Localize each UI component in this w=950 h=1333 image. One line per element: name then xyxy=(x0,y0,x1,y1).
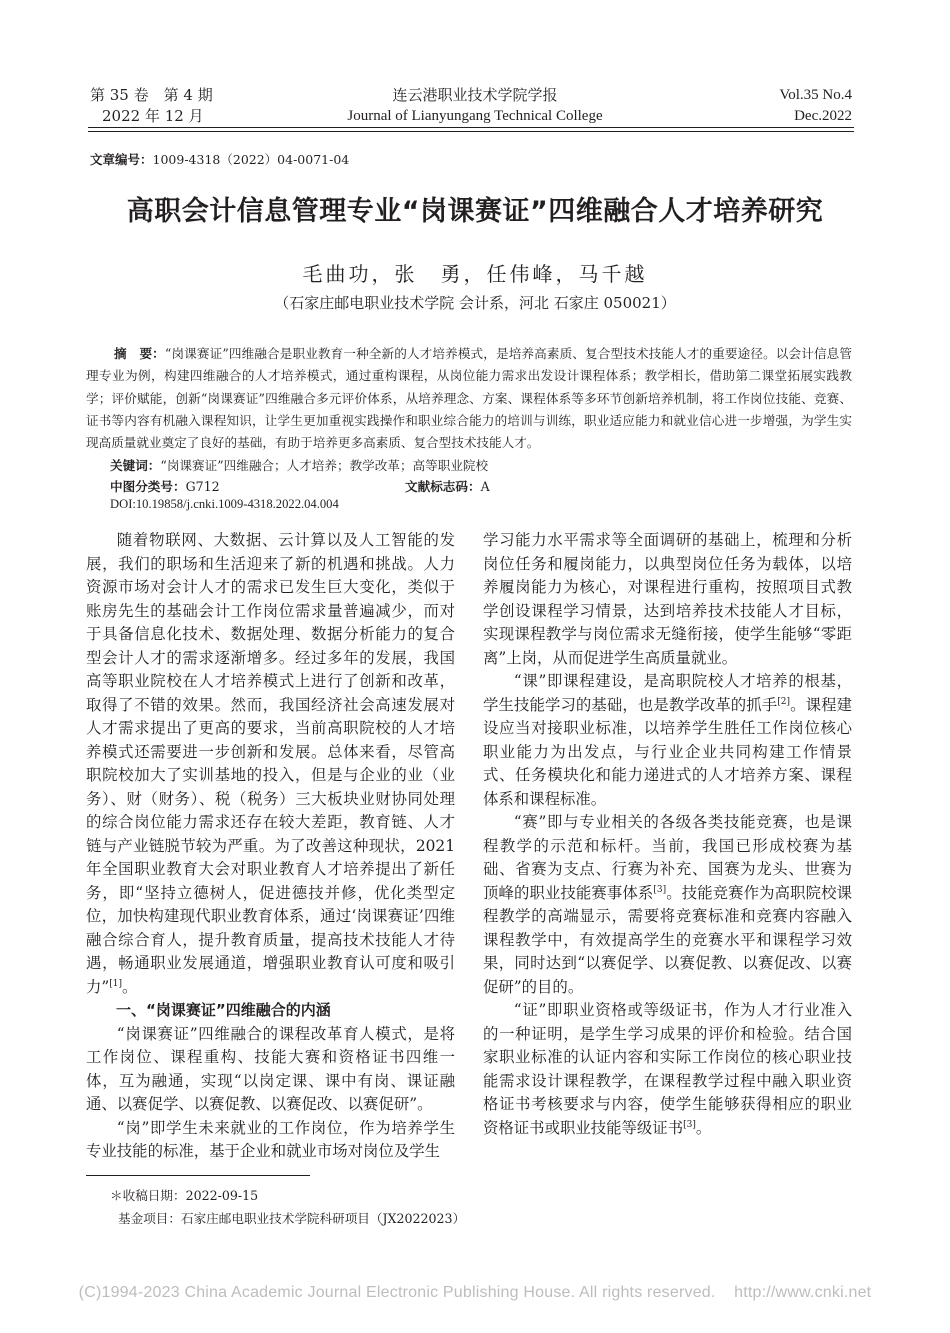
footnote-rule xyxy=(86,1175,310,1176)
citation: [3] xyxy=(653,884,667,895)
journal-name-cn: 连云港职业技术学院学报 xyxy=(392,86,558,104)
keywords xyxy=(110,455,488,474)
paragraph-text: “证”即职业资格或等级证书，作为人才行业准入的一种证明，是学生学习成果的评价和检验。结合国家职业标准的认证内容和实际工作岗位的核心职业技能需求设计课程教学，在课程教学过程中融入职业资格证书考核要求与内容，使学生能够获得相应的职业资格证书或职业技能等级证书 xyxy=(483,1001,852,1137)
paragraph xyxy=(483,670,852,811)
date-en: Dec.2022 xyxy=(794,108,852,124)
paper-title: 高职会计信息管理专业“岗课赛证”四维融合人才培养研究 xyxy=(126,196,824,227)
paragraph: “岗课赛证”四维融合的课程改革育人模式，是将工作岗位、课程重构、技能大赛和资格证书四维一体，互为融通，实现“以岗定课、课中有岗、课证融通、以赛促学、以赛促教、以赛促改、以赛促研”。 xyxy=(86,1024,455,1113)
author-list: 毛曲功，张 勇，任伟峰，马千越 xyxy=(302,262,648,286)
journal-name-en: Journal of Lianyungang Technical College xyxy=(347,108,603,124)
document-code xyxy=(405,476,490,495)
paragraph: “岗”即学生未来就业的工作岗位，作为培养学生专业技能的标准，基于企业和就业市场对岗位及学生 xyxy=(86,1118,455,1160)
clc-label: 中图分类号： xyxy=(110,479,186,494)
header-rule-thin xyxy=(88,131,854,132)
copyright-notice: (C)1994-2023 China Academic Journal Electronic Publishing House. All rights reserved. http://www.cnki.net xyxy=(78,1284,872,1301)
fund-project: 基金项目：石家庄邮电职业技术学院科研项目（JX2022023） xyxy=(118,1211,466,1226)
abstract xyxy=(86,343,852,454)
running-header-right xyxy=(779,85,852,127)
running-header-left xyxy=(90,85,213,127)
paragraph-text: 。 xyxy=(695,1118,712,1137)
running-header-center xyxy=(270,85,680,127)
paragraph-text: “课”即课程建设，是高职院校人才培养的根基，学生技能学习的基础，也是教学改革的抓手 xyxy=(483,672,852,714)
article-number-value: 1009-4318（2022）04-0071-04 xyxy=(152,152,350,167)
paragraph: 学习能力水平需求等全面调研的基础上，梳理和分析岗位任务和履岗能力，以典型岗位任务为载体，以培养履岗能力为核心，对课程进行重构，按照项目式教学创设课程学习情景，达到培养技术技能人才目标，实现课程教学与岗位需求无缝衔接，使学生能够“零距离”上岗，从而促进学生高质量就业。 xyxy=(483,531,852,667)
abstract-text: “岗课赛证”四维融合是职业教育一种全新的人才培养模式，是培养高素质、复合型技术技能人才的重要途径。以会计信息管理专业为例，构建四维融合的人才培养模式，通过重构课程，从岗位能力需求出发设计课程体系；教学相长，借助第二课堂拓展实践教学；评价赋能，创新“岗课赛证”四维融合多元评价体系，从培养理念、方案、课程体系等多环节创新培养机制，将工作岗位技能、竞赛、证书等内容有机融入课程知识，让学生更加重视实践操作和职业综合能力的培训与训练，职业适应能力和就业信心进一步增强，为学生实现高质量就业奠定了良好的基础，有助于培养更多高素质、复合型技术技能人才。 xyxy=(86,346,853,451)
clc-value: G712 xyxy=(185,479,220,494)
paragraph xyxy=(483,999,852,1140)
paragraph xyxy=(483,811,852,999)
citation: [3] xyxy=(683,1119,696,1130)
body-column-left xyxy=(86,529,455,1164)
paragraph-text: 。课程建设应当对接职业标准，以培养学生胜任工作岗位核心职业能力为出发点，与行业企业共同构建工作情景式、任务模块化和能力递进式的人才培养方案、课程体系和课程标准。 xyxy=(483,695,852,808)
document-code-value: A xyxy=(480,479,490,494)
received-date: ＊收稿日期：2022-09-15 xyxy=(110,1188,259,1203)
issue-date: 2022 年 12 月 xyxy=(102,107,204,125)
citation: [2] xyxy=(777,696,791,707)
article-number xyxy=(90,150,349,168)
volume-issue: 第 35 卷 第 4 期 xyxy=(90,86,213,104)
paragraph-text: “赛”即与专业相关的各级各类技能竞赛，也是课程教学的示范和标杆。当前，我国已形成校赛为基础、省赛为支点、行赛为补充、国赛为龙头、世赛为顶峰的职业技能赛事体系 xyxy=(483,813,852,902)
body-column-right xyxy=(483,529,852,1140)
doi: DOI:10.19858/j.cnki.1009-4318.2022.04.004 xyxy=(110,497,339,511)
paragraph xyxy=(86,529,455,999)
paragraph-text: 。技能竞赛作为高职院校课程教学的高端显示，需要将竞赛标准和竞赛内容融入课程教学中，有效提高学生的竞赛水平和课程学习效果，同时达到“以赛促学、以赛促教、以赛促改、以赛促研”的目的。 xyxy=(483,883,852,996)
keywords-label: 关键词： xyxy=(110,458,161,473)
abstract-label: 摘 要： xyxy=(114,346,165,361)
affiliation: （石家庄邮电职业技术学院 会计系，河北 石家庄 050021） xyxy=(274,294,676,312)
volume-en: Vol.35 No.4 xyxy=(779,87,852,103)
keywords-text: “岗课赛证”四维融合；人才培养；教学改革；高等职业院校 xyxy=(160,458,489,473)
article-number-label: 文章编号： xyxy=(90,152,153,167)
paragraph-text: 随着物联网、大数据、云计算以及人工智能的发展，我们的职场和生活迎来了新的机遇和挑战。人力资源市场对会计人才的需求已发生巨大变化，类似于账房先生的基础会计工作岗位需求量普遍减少，而对于具备信息化技术、数据处理、数据分析能力的复合型会计人才的需求逐渐增多。经过多年的发展，我国高等职业院校在人才培养模式上进行了创新和改革，取得了不错的效果。然而，我国经济社会高速发展对人才需求提出了更高的要求，当前高职院校的人才培养模式还需要进一步创新和发展。总体来看，尽管高职院校加大了实训基地的投入，但是与企业的业（业务）、财（财务）、税（税务）三大板块业财协同处理的综合岗位能力需求还存在较大差距，教育链、人才链与产业链脱节较为严重。为了改善这种现状，2021 年全国职业教育大会对职业教育人才培养提出了新任务，即“坚持立德树人，促进德技并修，优化类型定位，加快构建现代职业教育体系，通过‘岗课赛证’四维融合综合育人，提升教育质量，提高技术技能人才待遇，畅通职业发展通道，增强职业教育认可度和吸引力” xyxy=(86,531,455,996)
citation: [1] xyxy=(109,978,123,989)
paragraph-text: 。 xyxy=(122,977,138,996)
header-rule-thick xyxy=(88,127,854,128)
document-code-label: 文献标志码： xyxy=(405,479,481,494)
section-heading: 一、“岗课赛证”四维融合的内涵 xyxy=(116,1001,331,1019)
clc-number xyxy=(110,476,220,495)
